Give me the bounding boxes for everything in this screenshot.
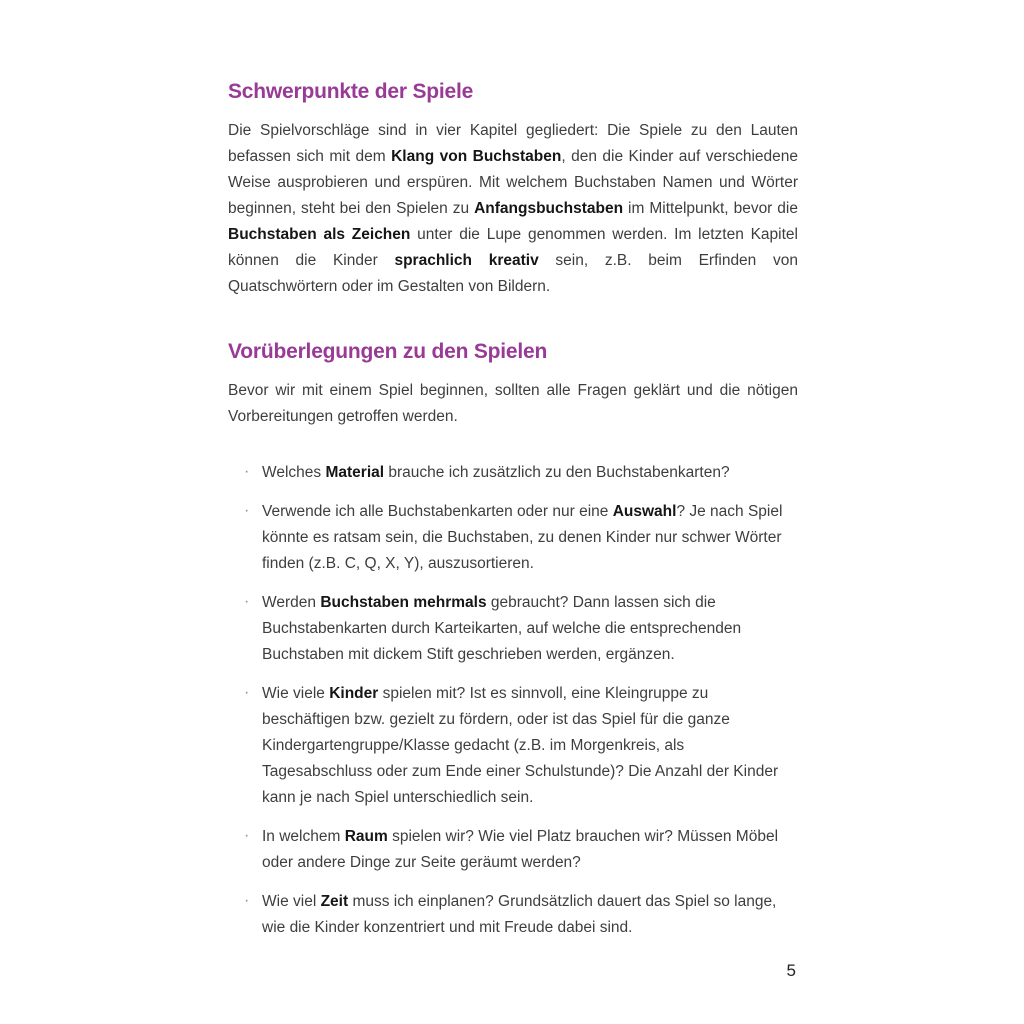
bullet-icon: · (244, 684, 250, 701)
bold-text: Buchstaben mehrmals (320, 594, 487, 611)
text-run: Welches (262, 464, 326, 481)
page-content (228, 80, 798, 954)
section-heading: Vorüberlegungen zu den Spielen (228, 340, 548, 363)
bullet-icon: · (244, 892, 250, 909)
list-item-text (262, 503, 782, 572)
list-item-text (262, 828, 778, 871)
section-heading: Schwerpunkte der Spiele (228, 80, 474, 103)
text-run: brauche ich zusätzlich zu den Buchstabenkarten? (384, 464, 730, 481)
bold-text: Raum (344, 828, 388, 845)
bold-text: Klang von Buchstaben (391, 148, 562, 165)
bold-text: Auswahl (612, 503, 677, 520)
page-number: 5 (786, 961, 796, 980)
list-item (228, 681, 798, 811)
text-run: sein, z.B. beim Erfinden von Quatschwörtern oder im Gestalten von Bildern. (228, 252, 799, 295)
bullet-icon: · (244, 463, 250, 480)
text-run: In welchem (262, 828, 345, 845)
bold-text: Zeit (320, 893, 349, 910)
text-run: gebraucht? Dann lassen sich die Buchstabenkarten durch Karteikarten, auf welche die entsprechenden Buchstaben mit dickem Stift geschrieben werden, ergänzen. (262, 594, 742, 663)
bullet-icon: · (244, 827, 250, 844)
paragraph (228, 378, 798, 430)
bold-text: Material (325, 464, 385, 481)
paragraph (228, 118, 798, 300)
list-item-text (262, 594, 741, 663)
text-run: unter die Lupe genommen werden. Im letzten Kapitel können die Kinder (228, 226, 798, 269)
text-run: spielen mit? Ist es sinnvoll, eine Kleingruppe zu beschäftigen bzw. gezielt zu fördern, oder ist das Spiel für die ganze Kindergartengruppe/Klasse gedacht (z.B. im Morgenkreis, als Tagesabschluss oder zum Ende einer Schulstunde)? Die Anzahl der Kinder kann je nach Spiel unterschiedlich sein. (262, 685, 779, 806)
text-run: im Mittelpunkt, bevor die (623, 200, 798, 217)
text-run: Wie viele (262, 685, 330, 702)
text-run: Werden (262, 594, 321, 611)
text-run: muss ich einplanen? Grundsätzlich dauert das Spiel so lange, wie die Kinder konzentriert und mit Freude dabei sind. (262, 893, 777, 936)
list-item (228, 590, 798, 668)
list-item (228, 460, 798, 486)
list-item-text (262, 893, 776, 936)
text-run: , den die Kinder auf verschiedene Weise ausprobieren und erspüren. Mit welchem Buchstaben Namen und Wörter beginnen, steht bei den Spielen zu (228, 148, 799, 217)
bullet-icon: · (244, 502, 250, 519)
list-item (228, 889, 798, 941)
list-item (228, 499, 798, 577)
text-run: spielen wir? Wie viel Platz brauchen wir? Müssen Möbel oder andere Dinge zur Seite geräumt werden? (262, 828, 779, 871)
list-item (228, 824, 798, 876)
text-run: ? Je nach Spiel könnte es ratsam sein, die Buchstaben, zu denen Kinder nur schwer Wörter finden (z.B. C, Q, X, Y), auszusortieren. (262, 503, 783, 572)
list-item-text (262, 685, 778, 806)
text-run: Verwende ich alle Buchstabenkarten oder nur eine (262, 503, 613, 520)
text-run: Bevor wir mit einem Spiel beginnen, sollten alle Fragen geklärt und die nötigen Vorbereitungen getroffen werden. (228, 382, 798, 425)
bold-text: Buchstaben als Zeichen (228, 226, 411, 243)
text-run: Wie viel (262, 893, 321, 910)
bold-text: Kinder (329, 685, 379, 702)
bold-text: Anfangsbuchstaben (474, 200, 624, 217)
list-item-text (262, 464, 730, 481)
bullet-list (228, 460, 798, 941)
text-run: Die Spielvorschläge sind in vier Kapitel gegliedert: Die Spiele zu den Lauten befassen sich mit dem (228, 122, 798, 165)
bold-text: sprachlich kreativ (394, 252, 539, 269)
bullet-icon: · (244, 593, 250, 610)
